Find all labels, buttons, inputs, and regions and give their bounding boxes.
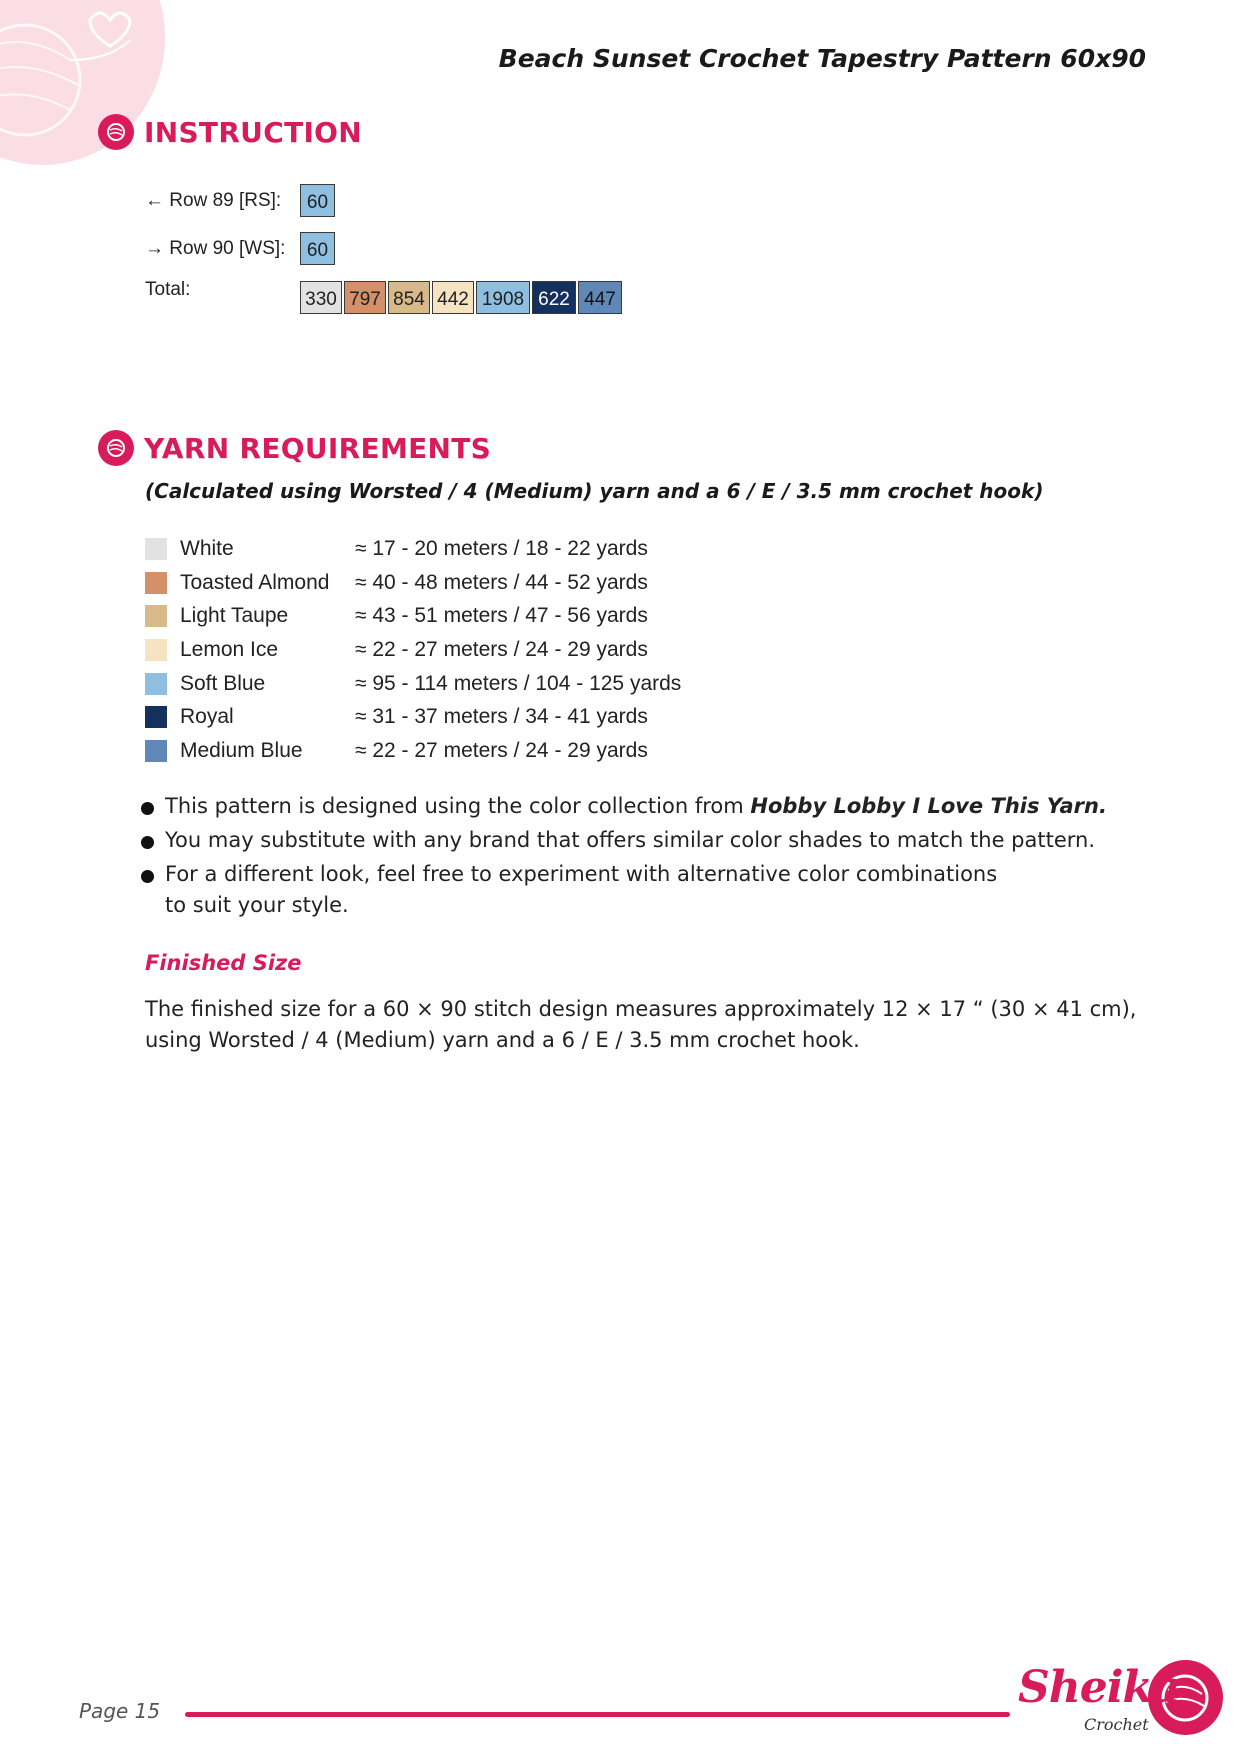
- document-title: Beach Sunset Crochet Tapestry Pattern 60x90: [498, 44, 1146, 73]
- row-89-cell: 60: [300, 184, 335, 217]
- bullet-icon: [141, 870, 154, 883]
- yarn-title: YARN REQUIREMENTS: [144, 431, 492, 465]
- total-cell-royal: 622: [532, 281, 576, 314]
- note-item: [141, 791, 1141, 822]
- notes-list: [141, 791, 1141, 924]
- color-swatch: [145, 740, 167, 762]
- yarn-item: [145, 532, 681, 566]
- yarn-item: [145, 734, 681, 768]
- yarn-item: [145, 667, 681, 701]
- yarn-logo-icon: [98, 430, 134, 466]
- yarn-amount: ≈ 95 - 114 meters / 104 - 125 yards: [355, 671, 682, 695]
- finished-size-line1: The finished size for a 60 × 90 stitch design measures approximately 12 × 17 “ (30 × 41 cm),: [145, 997, 1137, 1021]
- yarn-amount: ≈ 22 - 27 meters / 24 - 29 yards: [355, 637, 648, 661]
- finished-size-title: Finished Size: [145, 951, 302, 975]
- total-cells: [300, 281, 624, 314]
- yarn-name: Light Taupe: [180, 604, 289, 628]
- instruction-title: INSTRUCTION: [144, 115, 363, 149]
- yarn-item: [145, 700, 681, 734]
- yarn-subtitle: (Calculated using Worsted / 4 (Medium) yarn and a 6 / E / 3.5 mm crochet hook): [145, 479, 1044, 503]
- yarn-amount: ≈ 22 - 27 meters / 24 - 29 yards: [355, 738, 648, 762]
- yarn-name: White: [180, 536, 234, 560]
- yarn-name: Lemon Ice: [180, 637, 279, 661]
- total-cell-soft-blue: 1908: [476, 281, 530, 314]
- yarn-name: Medium Blue: [180, 738, 303, 762]
- color-swatch: [145, 639, 167, 661]
- yarn-name: Royal: [180, 705, 234, 729]
- total-label: Total:: [145, 279, 191, 300]
- row-90-label: → Row 90 [WS]:: [145, 237, 286, 259]
- row-89: [145, 184, 337, 217]
- note-3-text: [165, 859, 997, 921]
- yarn-list: [145, 532, 681, 768]
- yarn-amount: ≈ 40 - 48 meters / 44 - 52 yards: [355, 570, 648, 594]
- finished-size-text: [145, 994, 1155, 1056]
- instruction-heading: [98, 114, 362, 150]
- row-90: [145, 232, 337, 265]
- total-cell-light-taupe: 854: [388, 281, 430, 314]
- bullet-icon: [141, 802, 154, 815]
- row-90-cell: 60: [300, 232, 335, 265]
- brand-logo: [1018, 1660, 1228, 1745]
- brand-name: Sheika: [1018, 1662, 1180, 1713]
- yarn-name: Soft Blue: [180, 671, 266, 695]
- total-row: [145, 281, 624, 314]
- yarn-logo-icon: [98, 114, 134, 150]
- yarn-amount: ≈ 43 - 51 meters / 47 - 56 yards: [355, 604, 648, 628]
- note-2-text: You may substitute with any brand that offers similar color shades to match the pattern.: [165, 828, 1095, 852]
- footer-divider: [185, 1712, 1010, 1717]
- color-swatch: [145, 572, 167, 594]
- finished-size-line2: using Worsted / 4 (Medium) yarn and a 6 / E / 3.5 mm crochet hook.: [145, 1028, 860, 1052]
- total-cell-white: 330: [300, 281, 342, 314]
- yarn-item: [145, 633, 681, 667]
- yarn-amount: ≈ 17 - 20 meters / 18 - 22 yards: [355, 536, 648, 560]
- note-item: [141, 859, 1141, 921]
- color-swatch: [145, 706, 167, 728]
- total-cell-medium-blue: 447: [578, 281, 622, 314]
- note-item: [141, 825, 1141, 856]
- total-cell-toasted-almond: 797: [344, 281, 386, 314]
- color-swatch: [145, 673, 167, 695]
- note-text: [165, 791, 1107, 822]
- yarn-heading: [98, 430, 491, 466]
- note-1-text: This pattern is designed using the color collection from: [165, 794, 751, 818]
- yarn-name: Toasted Almond: [180, 570, 330, 594]
- yarn-item: [145, 566, 681, 600]
- note-3-line1: For a different look, feel free to experiment with alternative color combinations: [165, 862, 998, 886]
- color-swatch: [145, 538, 167, 560]
- color-swatch: [145, 605, 167, 627]
- brand-subtitle: Crochet: [1084, 1715, 1149, 1734]
- row-89-label: ← Row 89 [RS]:: [145, 189, 282, 211]
- note-1-brand: Hobby Lobby I Love This Yarn.: [750, 794, 1107, 818]
- yarn-amount: ≈ 31 - 37 meters / 34 - 41 yards: [355, 705, 648, 729]
- note-3-line2: to suit your style.: [165, 893, 349, 917]
- page-number: Page 15: [79, 1699, 161, 1723]
- yarn-item: [145, 599, 681, 633]
- bullet-icon: [141, 836, 154, 849]
- total-cell-lemon-ice: 442: [432, 281, 474, 314]
